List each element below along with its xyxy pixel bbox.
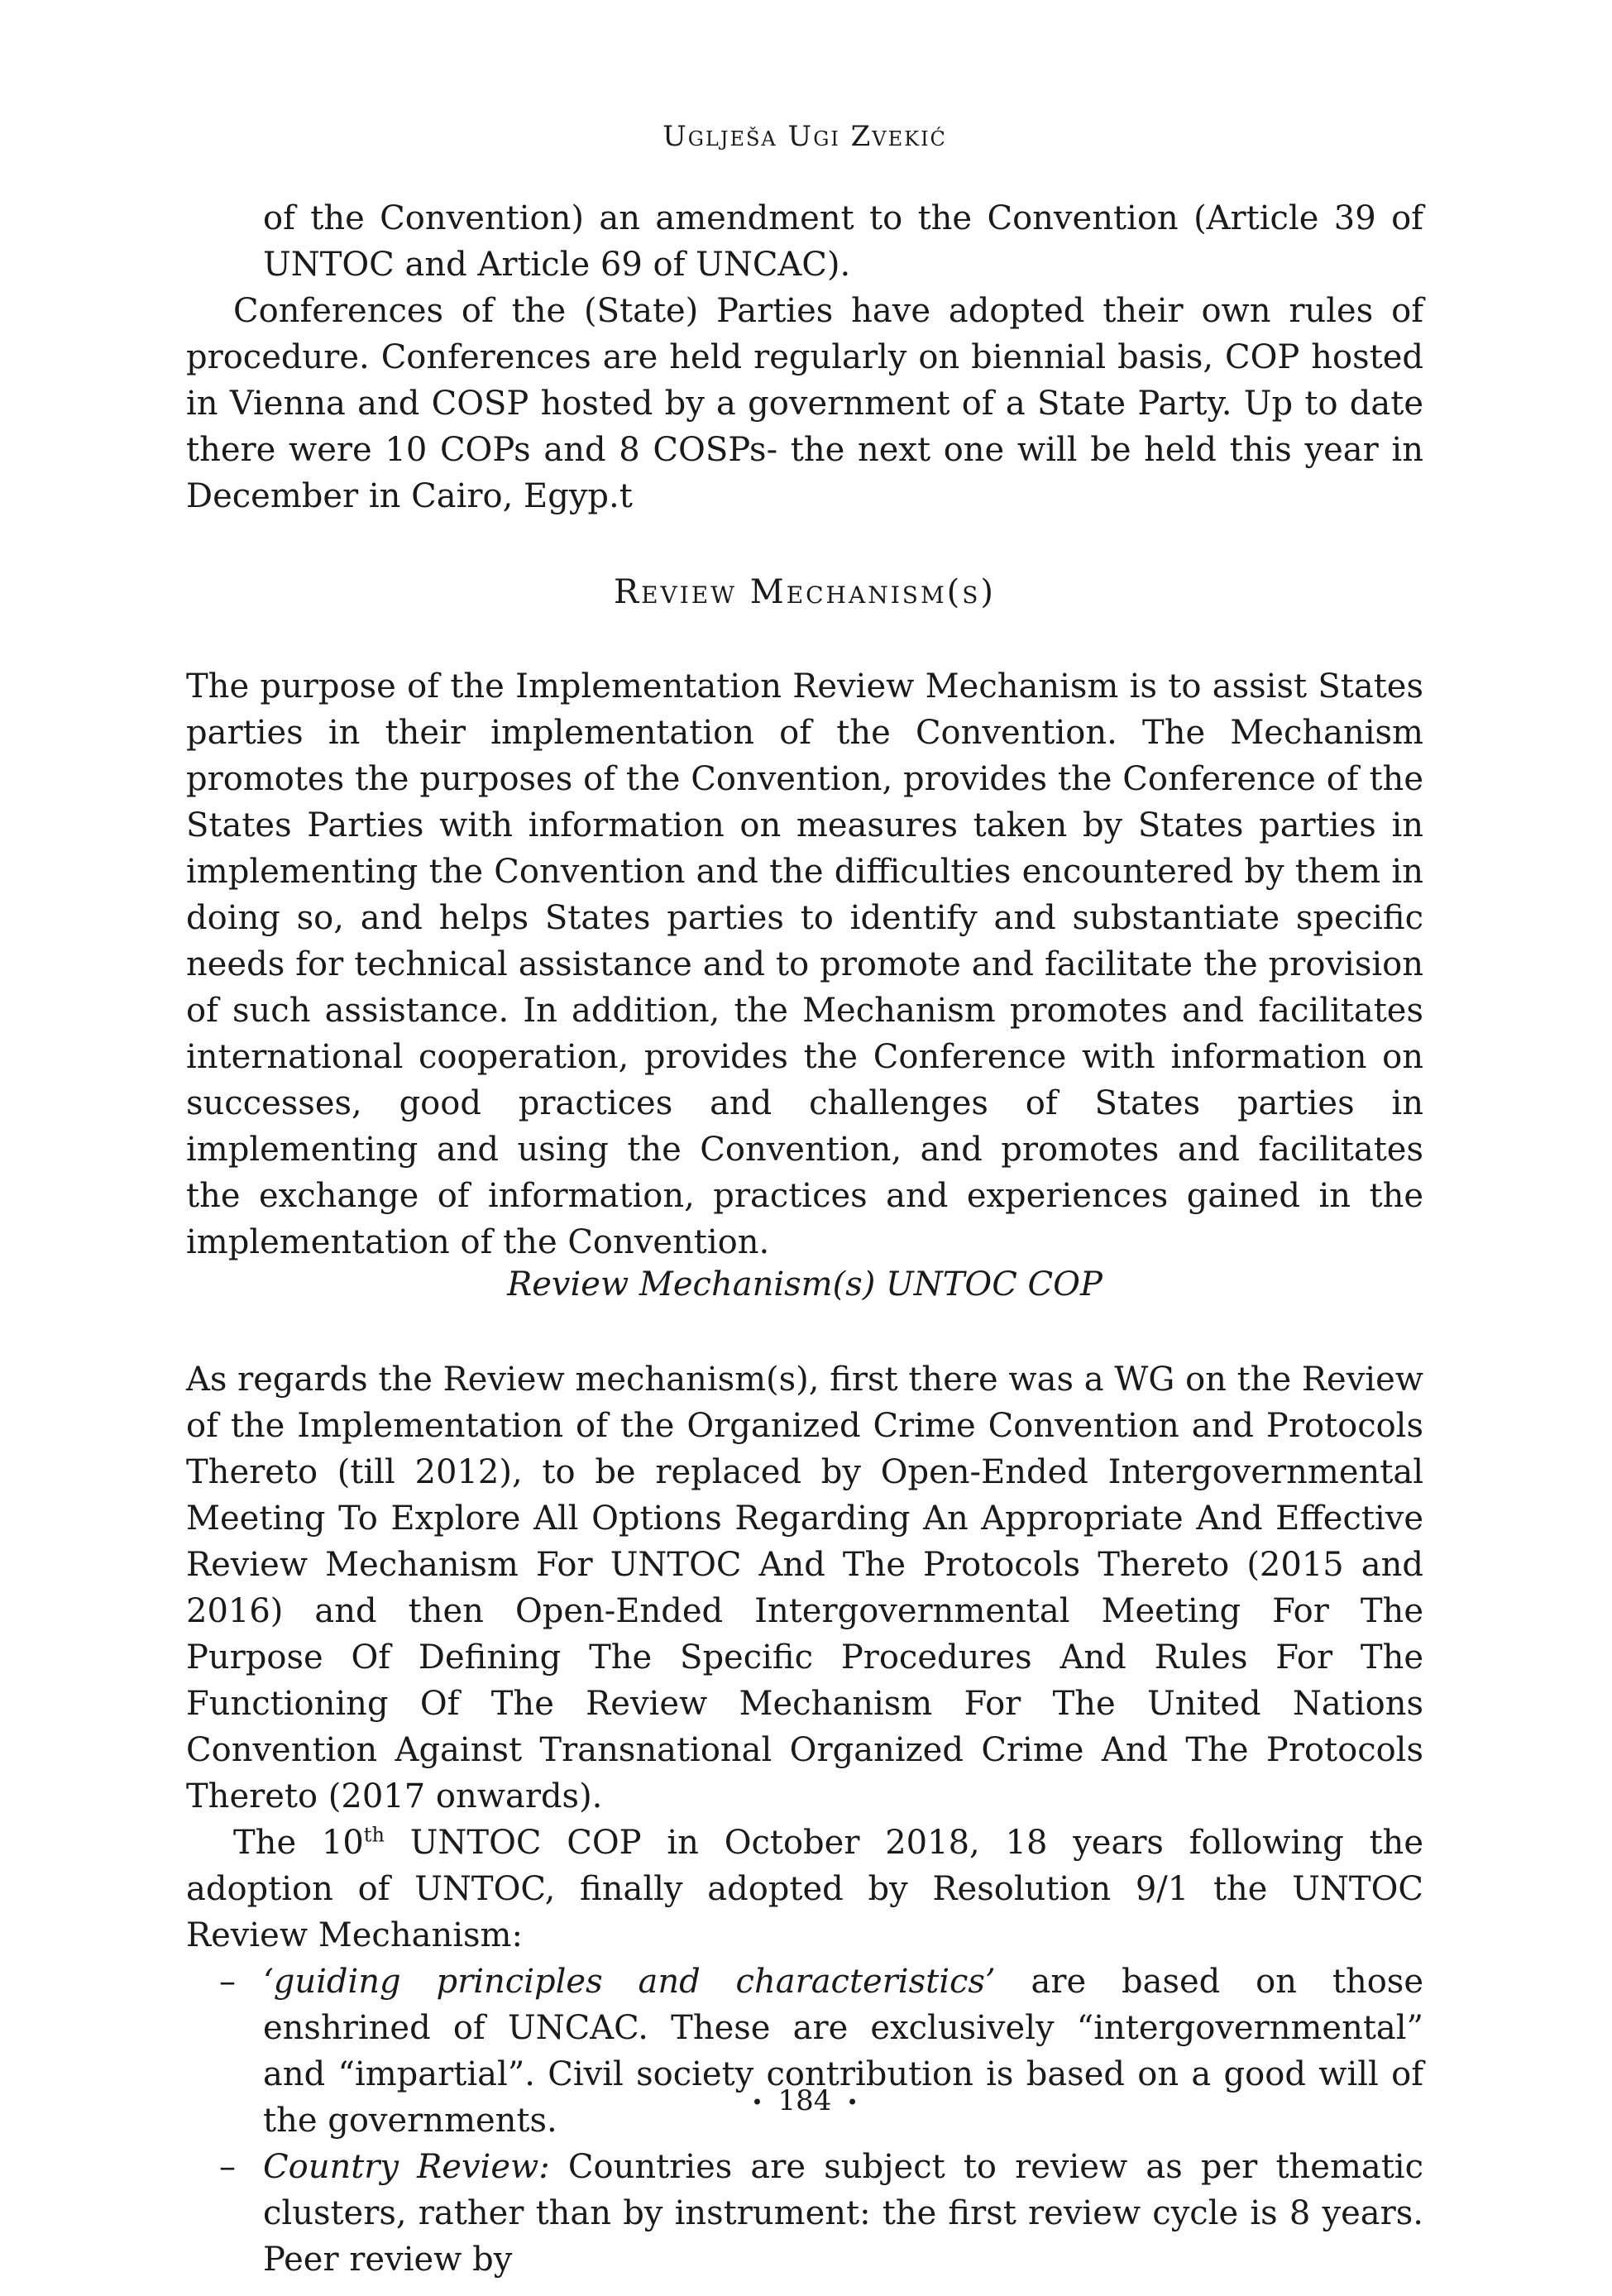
list-item-body — [263, 2144, 1423, 2283]
intro-continuation: of the Convention) an amendment to the Convention (Article 39 of UNTOC and Article 69 of UNCAC). — [263, 199, 1423, 284]
subsection-heading: Review Mechanism(s) UNTOC COP — [507, 1265, 1103, 1303]
ordinal-superscript: th — [363, 1823, 385, 1847]
paragraph-2-post: UNTOC COP in October 2018, 18 years following the adoption of UNTOC, finally adopted by Resolution 9/1 the UNTOC Review Mechanism: — [186, 1824, 1423, 1954]
folio-bullet-right: • — [846, 2091, 859, 2114]
subsection-paragraph-2 — [186, 1820, 1423, 1959]
list-dash: – — [219, 2148, 236, 2186]
intro-block — [186, 195, 1423, 519]
subsection-block — [186, 1356, 1423, 2283]
section-paragraph: The purpose of the Implementation Review Mechanism is to assist States parties in their implementation of the Convention. The Mechanism promotes the purposes of the Convention, provides the Conference of the States Parties with information on measures taken by States parties in implementing the Convention and the difficulties encountered by them in doing so, and helps States parties to identify and substantiate specific needs for technical assistance and to promote and facilitate the provision of such assistance. In addition, the Mechanism promotes and facilitates international cooperation, provides the Conference with information on successes, good practices and challenges of States parties in implementing and using the Convention, and promotes and facilitates the exchange of information, practices and experiences gained in the implementation of the Convention. — [186, 667, 1423, 1261]
list-item — [186, 2144, 1423, 2283]
subsection-paragraph-1: As regards the Review mechanism(s), first there was a WG on the Review of the Implementation of the Organized Crime Convention and Protocols Thereto (till 2012), to be replaced by Open-Ended Intergovernmental Meeting To Explore All Options Regarding An Appropriate And Effective Review Mechanism For UNTOC And The Protocols Thereto (2015 and 2016) and then Open-Ended Intergovernmental Meeting For The Purpose Of Defining The Specific Procedures And Rules For The Functioning Of The Review Mechanism For The United Nations Convention Against Transnational Organized Crime And The Protocols Thereto (2017 onwards). — [186, 1361, 1423, 1815]
intro-paragraph: Conferences of the (State) Parties have adopted their own rules of procedure. Conferences are held regularly on biennial basis, COP hosted in Vienna and COSP hosted by a government of a State Party. Up to date there were 10 COPs and 8 COSPs- the next one will be held this year in December in Cairo, Egyp.t — [186, 292, 1423, 515]
running-head: Uglješa Ugi Zvekić — [662, 120, 947, 153]
section-block — [186, 663, 1423, 1265]
page-footer — [186, 2084, 1423, 2117]
list-item-lead: ‘guiding principles and characteristics’ — [263, 1963, 996, 2001]
list-item-lead: Country Review: — [263, 2148, 550, 2186]
list-item-text: are based on those enshrined of UNCAC. These are exclusively “intergovernmental” and “impartial”. Civil society contribution is based on a good will of the governments. — [263, 1963, 1424, 2140]
paragraph-2-pre: The 10 — [233, 1824, 364, 1862]
folio-bullet-left: • — [751, 2091, 763, 2114]
page-number: 184 — [777, 2084, 832, 2117]
section-heading: Review Mechanism(s) — [613, 573, 997, 611]
list-item-text: Countries are subject to review as per thematic clusters, rather than by instrument: the first review cycle is 8 years. Peer review by — [263, 2148, 1424, 2279]
list-dash: – — [219, 1963, 236, 2001]
